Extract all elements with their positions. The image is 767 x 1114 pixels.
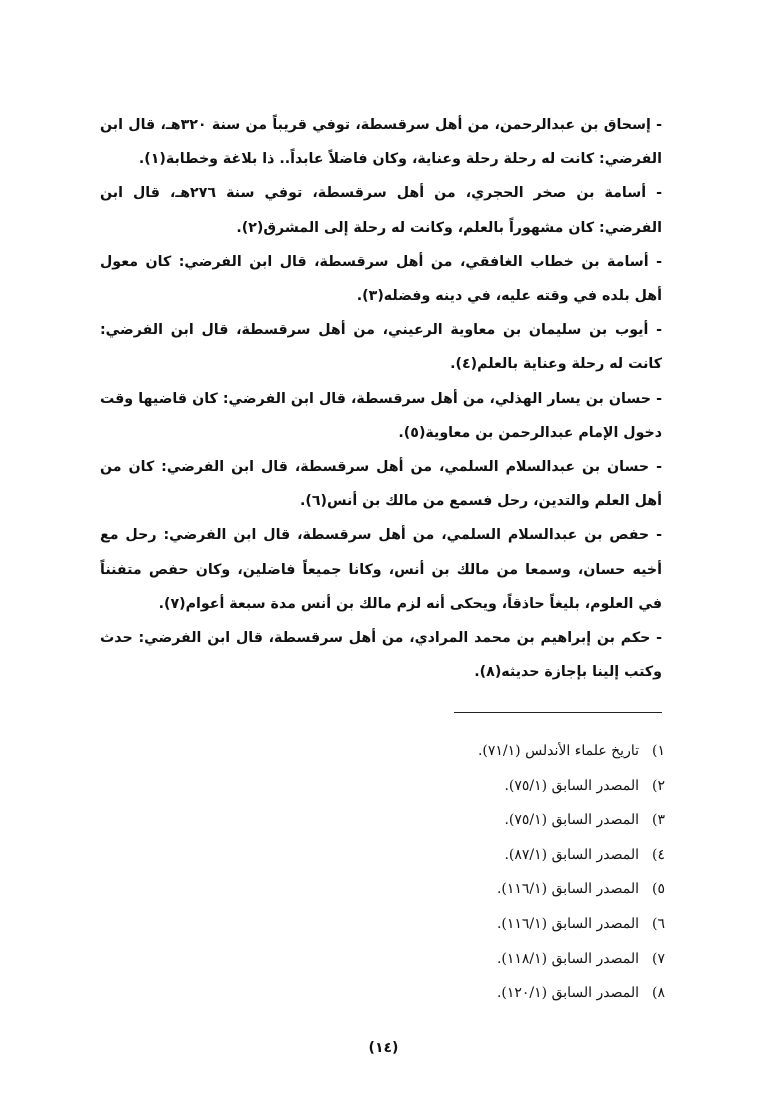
biography-entry-4: - أيوب بن سليمان بن معاوية الرعيني، من أهل سرقسطة، قال ابن الفرضي: كانت له رحلة وعناية بالعلم(٤). bbox=[100, 322, 662, 373]
footnote-number: ٣) bbox=[652, 812, 665, 829]
footnote-2 bbox=[300, 769, 665, 804]
footnote-5 bbox=[300, 872, 665, 907]
footnotes-list bbox=[300, 734, 665, 1011]
footnote-1 bbox=[300, 734, 665, 769]
footnote-text: المصدر السابق (٨٧/١). bbox=[504, 846, 639, 863]
footnote-text: المصدر السابق (٧٥/١). bbox=[504, 812, 639, 829]
biography-entry-5: - حسان بن يسار الهذلي، من أهل سرقسطة، قال ابن الفرضي: كان قاضيها وقت دخول الإمام عبدالرحمن بن معاوية(٥). bbox=[100, 390, 662, 441]
biography-entry-2: - أسامة بن صخر الحجري، من أهل سرقسطة، توفي سنة ٢٧٦هـ، قال ابن الفرضي: كان مشهوراً بالعلم، وكانت له رحلة إلى المشرق(٢). bbox=[100, 185, 662, 236]
footnote-number: ٦) bbox=[652, 915, 665, 932]
main-text bbox=[100, 108, 662, 689]
biography-entry-3: - أسامة بن خطاب الغافقي، من أهل سرقسطة، قال ابن الفرضي: كان معول أهل بلده في وقته عليه، في دينه وفضله(٣). bbox=[100, 253, 662, 305]
footnote-number: ٤) bbox=[652, 846, 665, 863]
footnote-number: ٨) bbox=[652, 985, 665, 1002]
footnote-text: تاريخ علماء الأندلس (٧١/١). bbox=[477, 743, 639, 759]
biography-entry-6: - حسان بن عبدالسلام السلمي، من أهل سرقسطة، قال ابن الفرضي: كان من أهل العلم والتدين، رحل فسمع من مالك بن أنس(٦). bbox=[100, 459, 662, 510]
footnote-divider bbox=[454, 712, 662, 713]
footnote-7 bbox=[300, 942, 665, 977]
footnote-8 bbox=[300, 976, 665, 1011]
biography-entry-7: - حفص بن عبدالسلام السلمي، من أهل سرقسطة، قال ابن الفرضي: رحل مع أخيه حسان، وسمعا من مالك بن أنس، وكانا جميعاً فاضلين، وكان حفص متفنناً في العلوم، بليغاً حاذقاً، ويحكى أنه لزم مالك بن أنس مدة سبعة أعوام(٧). bbox=[100, 527, 662, 612]
footnote-text: المصدر السابق (١١٦/١). bbox=[496, 915, 639, 932]
footnote-text: المصدر السابق (١١٨/١). bbox=[496, 950, 639, 967]
footnote-text: المصدر السابق (١١٦/١). bbox=[496, 881, 639, 898]
footnote-number: ٧) bbox=[652, 950, 665, 967]
footnote-3 bbox=[300, 803, 665, 838]
footnote-text: المصدر السابق (١٢٠/١). bbox=[496, 985, 639, 1002]
page-number: (١٤) bbox=[368, 1040, 399, 1056]
footnote-text: المصدر السابق (٧٥/١). bbox=[504, 777, 639, 794]
biography-entry-8: - حكم بن إبراهيم بن محمد المرادي، من أهل سرقسطة، قال ابن الفرضي: حدث وكتب إلينا بإجازة حديثه(٨). bbox=[100, 630, 662, 681]
footnote-number: ٢) bbox=[652, 777, 665, 794]
footnote-4 bbox=[300, 838, 665, 873]
footnote-6 bbox=[300, 907, 665, 942]
footnote-number: ٥) bbox=[652, 881, 665, 898]
footnote-number: ١) bbox=[652, 743, 665, 759]
biography-entry-1: - إسحاق بن عبدالرحمن، من أهل سرقسطة، توفي قريباً من سنة ٣٢٠هـ، قال ابن الفرضي: كانت له رحلة رحلة وعناية، وكان فاضلاً عابداً.. ذا بلاغة وخطابة(١). bbox=[100, 117, 662, 168]
